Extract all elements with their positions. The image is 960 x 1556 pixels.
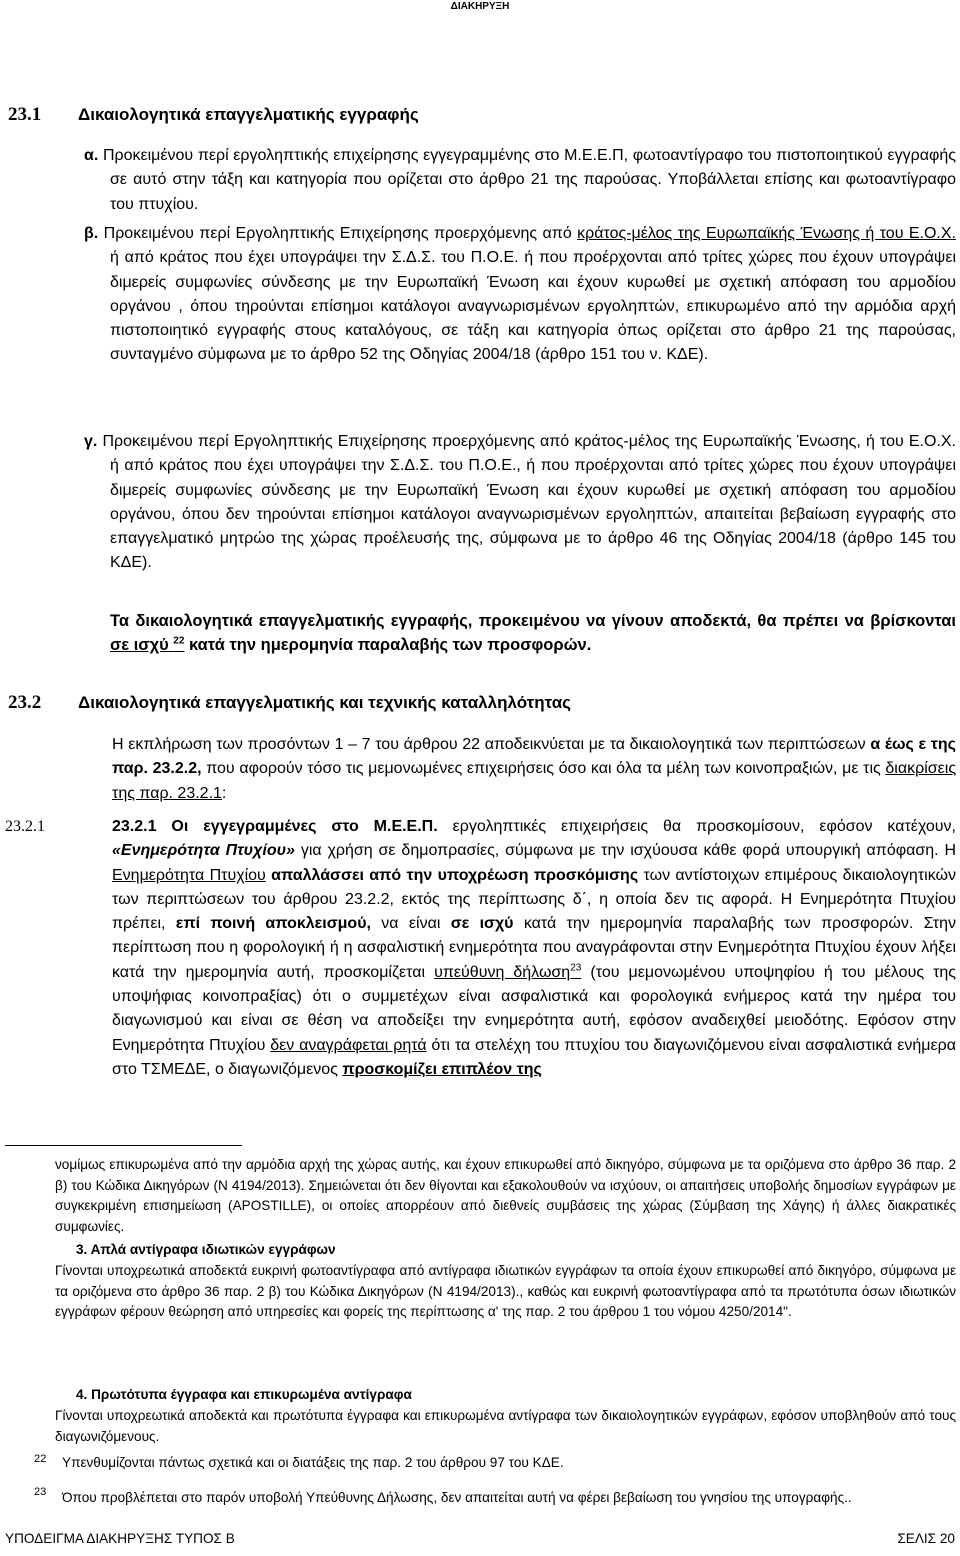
validity-note-text-1: Τα δικαιολογητικά επαγγελματικής εγγραφής, προκειμένου να γίνουν αποδεκτά, θα πρέπει να βρίσκονται <box>110 612 956 630</box>
s2321-underlined-1: Ενημερότητα Πτυχίου <box>112 866 266 884</box>
s2321-bold-1: απαλλάσσει από την υποχρέωση προσκόμισης <box>271 866 639 884</box>
intro-text-1: Η εκπλήρωση των προσόντων 1 – 7 του άρθρου 22 αποδεικνύεται με τα δικαιολογητικά των περιπτώσεων <box>112 736 866 753</box>
s2321-text-4: να είναι <box>381 915 441 933</box>
section-number-23-2: 23.2 <box>8 692 42 713</box>
item-c-text: Προκειμένου περί Εργοληπτικής Επιχείρησης προερχόμενης από κράτος-μέλος της Ευρωπαϊκής Ένωσης, ή του Ε.Ο.Χ. ή από κράτος που έχει υπογράψει την Σ.Δ.Σ. του Π.Ο.Ε., ή που προέρχονται από τρίτες χώρες που έχουν υπογράψει διμερείς συμφωνίες σύνδεσης με την Ευρωπαϊκή Ένωση και έχουν κυρωθεί με σχετική απόφαση του αρμοδίου οργάνου, όπου δεν τηρούνται επίσημοι κατάλογοι αναγνωρισμένων εργοληπτών, απαιτείται βεβαίωση εγγραφής στο επαγγελματικό μητρώο της χώρας προέλευσής της, σύμφωνα με το άρθρο 46 της Οδηγίας 2004/18 (άρθρο 145 του ΚΔΕ). <box>102 433 957 572</box>
intro-bold: α έως ε της παρ. 23.2.2, <box>112 736 956 778</box>
footnote-22: Υπενθυμίζονται πάντως σχετικά και οι διατάξεις της παρ. 2 του άρθρου 97 του ΚΔΕ. <box>62 1455 564 1470</box>
s2321-bold-underlined: προσκομίζει επιπλέον της <box>342 1060 542 1078</box>
section-23-2-intro <box>112 733 956 806</box>
item-b-text-1: Προκειμένου περί Εργοληπτικής Επιχείρησης προερχόμενης από <box>103 225 572 242</box>
page-footer <box>5 1531 955 1546</box>
page-header: ΔΙΑΚΗΡΥΞΗ <box>450 1 510 12</box>
validity-note-text-2: κατά την ημερομηνία παραλαβής των προσφορών. <box>189 636 592 655</box>
section-number-23-2-1: 23.2.1 <box>5 818 45 835</box>
s2321-text-5: κατά την ημερομηνία παραλαβής των προσφορών. Στην περίπτωση που η φορολογική ή η ασφαλιστική ενημερότητα που αναγράφονται στην Ενημερότητα Πτυχίου έχουν λήξει κατά την ημερομηνία αυτή, προσκομίζεται <box>112 915 956 981</box>
footnote-23: Όπου προβλέπεται στο παρόν υποβολή Υπεύθυνης Δήλωσης, δεν απαιτείται αυτή να φέρει βεβαίωση του γνησίου της υπογραφής.. <box>62 1490 852 1505</box>
s2321-text-3: των αντίστοιχων επιμέρους δικαιολογητικών των περιπτώσεων του άρθρου 23.2.2, εκτός της περίπτωσης δ΄, η οποία δεν τις αφορά. Η Ενημερότητα Πτυχίου πρέπει, <box>112 866 956 933</box>
section-number-23-1: 23.1 <box>8 104 42 125</box>
footnote-ref-23: 23 <box>570 962 582 974</box>
s2321-bold-2: επί ποινή αποκλεισμού, <box>175 915 371 933</box>
validity-note-u-text: σε ισχύ <box>110 636 169 655</box>
item-c <box>84 430 956 576</box>
s2321-lead: 23.2.1 Οι εγγεγραμμένες στο Μ.Ε.Ε.Π. <box>112 818 438 835</box>
s2321-underlined-3: δεν αναγράφεται ρητά <box>270 1036 427 1054</box>
s2321-text-7: ότι τα στελέχη του πτυχίου του διαγωνιζόμενου είναι ασφαλιστικά ενήμερα στο ΤΣΜΕΔΕ, ο διαγωνιζόμενος <box>112 1036 956 1078</box>
item-a <box>84 144 956 217</box>
validity-note <box>110 609 956 658</box>
s2321-underlined-2 <box>434 964 581 981</box>
footer-left: ΥΠΟΔΕΙΓΜΑ ΔΙΑΚΗΡΥΞΗΣ ΤΥΠΟΣ Β <box>5 1531 235 1546</box>
section-title-23-1: Δικαιολογητικά επαγγελματικής εγγραφής <box>78 105 419 124</box>
footnote-para-4: Γίνονται υποχρεωτικά αποδεκτά και πρωτότυπα έγγραφα και επικυρωμένα αντίγραφα των δικαιολογητικών εγγράφων, εφόσον υποβληθούν από τους διαγωνιζόμενους. <box>55 1408 956 1444</box>
footnote-separator <box>5 1145 242 1146</box>
section-title-23-2: Δικαιολογητικά επαγγελματικής και τεχνικής καταλληλότητας <box>78 693 571 712</box>
footer-page-number: ΣΕΛΙΣ 20 <box>897 1531 955 1546</box>
item-b-link: κράτος-μέλος της Ευρωπαϊκής Ένωσης ή του Ε.Ο.Χ. <box>577 225 956 242</box>
item-c-lead: γ. <box>84 433 98 450</box>
item-a-text: Προκειμένου περί εργοληπτικής επιχείρησης εγγεγραμμένης στο Μ.Ε.Ε.Π, φωτοαντίγραφο του πιστοποιητικού εγγραφής σε αυτό στην τάξη και κατηγορία που ορίζεται στο άρθρο 21 της παρούσας. Υποβάλλεται επίσης και φωτοαντίγραφο του πτυχίου. <box>102 147 957 213</box>
item-b-text-2: ή από κράτος που έχει υπογράψει την Σ.Δ.Σ. του Π.Ο.Ε. ή που προέρχονται από τρίτες χώρες που έχουν υπογράψει διμερείς συμφωνίες σύνδεσης με την Ευρωπαϊκή Ένωση και έχουν κυρωθεί με σχετική απόφαση του αρμοδίου οργάνου , όπου τηρούνται επίσημοι κατάλογοι αναγνωρισμένων εργοληπτών, επικυρωμένο από την αρμόδια αρχή πιστοποιητικό εγγραφής στους καταλόγους, σε τάξη και κατηγορία όπως ορίζεται στο άρθρο 21 της παρούσας, συνταγμένο σύμφωνα με το άρθρο 52 της Οδηγίας 2004/18 (άρθρο 151 του ν. ΚΔΕ). <box>110 249 956 364</box>
section-23-2-1-body <box>112 815 956 1082</box>
footnote-heading-4: 4. Πρωτότυπα έγγραφα και επικυρωμένα αντίγραφα <box>76 1387 412 1402</box>
s2321-bold-italic: «Ενημερότητα Πτυχίου» <box>112 842 295 860</box>
item-b <box>84 222 956 368</box>
s2321-text-2: για χρήση σε δημοπρασίες, σύμφωνα με την ισχύουσα κάθε φορά υπουργική απόφαση. Η <box>300 842 957 860</box>
intro-text-3: : <box>221 784 227 802</box>
item-a-lead: α. <box>84 147 99 164</box>
s2321-u2-text: υπεύθυνη δήλωση <box>434 963 571 981</box>
footnote-heading-3: 3. Απλά αντίγραφα ιδιωτικών εγγράφων <box>76 1242 336 1257</box>
s2321-text-1: εργοληπτικές επιχειρήσεις θα προσκομίσουν, εφόσον κατέχουν, <box>452 818 957 835</box>
footnote-number-22: 22 <box>34 1453 47 1465</box>
intro-underlined: διακρίσεις της παρ. 23.2.1 <box>112 760 957 802</box>
footnote-para-3: Γίνονται υποχρεωτικά αποδεκτά ευκρινή φωτοαντίγραφα από αντίγραφα ιδιωτικών εγγράφων τα οποία έχουν επικυρωθεί από δικηγόρο, σύμφωνα με τα οριζόμενα στο άρθρο 36 παρ. 2 β) του Κώδικα Δικηγόρων (Ν 4194/2013)., καθώς και ευκρινή φωτοαντίγραφα από τα πρωτότυπα όσων ιδιωτικών εγγράφων φέρουν θεώρηση από υπηρεσίες και φορείς της περίπτωσης α' της παρ. 2 του άρθρου 1 του νόμου 4250/2014". <box>55 1263 956 1320</box>
footnote-continuation: νομίμως επικυρωμένα από την αρμόδια αρχή της χώρας αυτής, και έχουν επικυρωθεί από δικηγόρο, σύμφωνα με τα οριζόμενα στο άρθρο 36 παρ. 2 β) του Κώδικα Δικηγόρων (Ν 4194/2013). Σημειώνεται ότι δεν θίγονται και εξακολουθούν να ισχύουν, οι απαιτήσεις υποβολής δημοσίων εγγράφων με συγκεκριμένη επισημείωση (APOSTILLE), οι οποίες απορρέουν από διεθνείς συμβάσεις της χώρας (Σύμβαση της Χάγης) ή άλλες διακρατικές συμφωνίες. <box>55 1157 956 1234</box>
footnote-ref-22: 22 <box>173 635 185 647</box>
intro-text-2: που αφορούν τόσο τις μεμονωμένες επιχειρήσεις όσο και όλα τα μέλη των κοινοπραξιών, με τις <box>206 760 881 778</box>
footnote-number-23: 23 <box>34 1486 47 1498</box>
item-b-lead: β. <box>84 225 99 242</box>
s2321-text-6: (του μεμονωμένου υποψηφίου ή του μέλους της υποψήφιας κοινοπραξίας) ότι ο συμμετέχων είναι ασφαλιστικά και φορολογικά ενήμερος κατά την ημέρα του διαγωνισμού και είναι σε θέση να αποδείξει την ενημερότητα αυτή, εφόσον αναδειχθεί μειοδότης. Εφόσον στην Ενημερότητα Πτυχίου <box>112 963 957 1054</box>
s2321-bold-3: σε ισχύ <box>450 915 514 933</box>
validity-note-underlined <box>110 636 184 654</box>
